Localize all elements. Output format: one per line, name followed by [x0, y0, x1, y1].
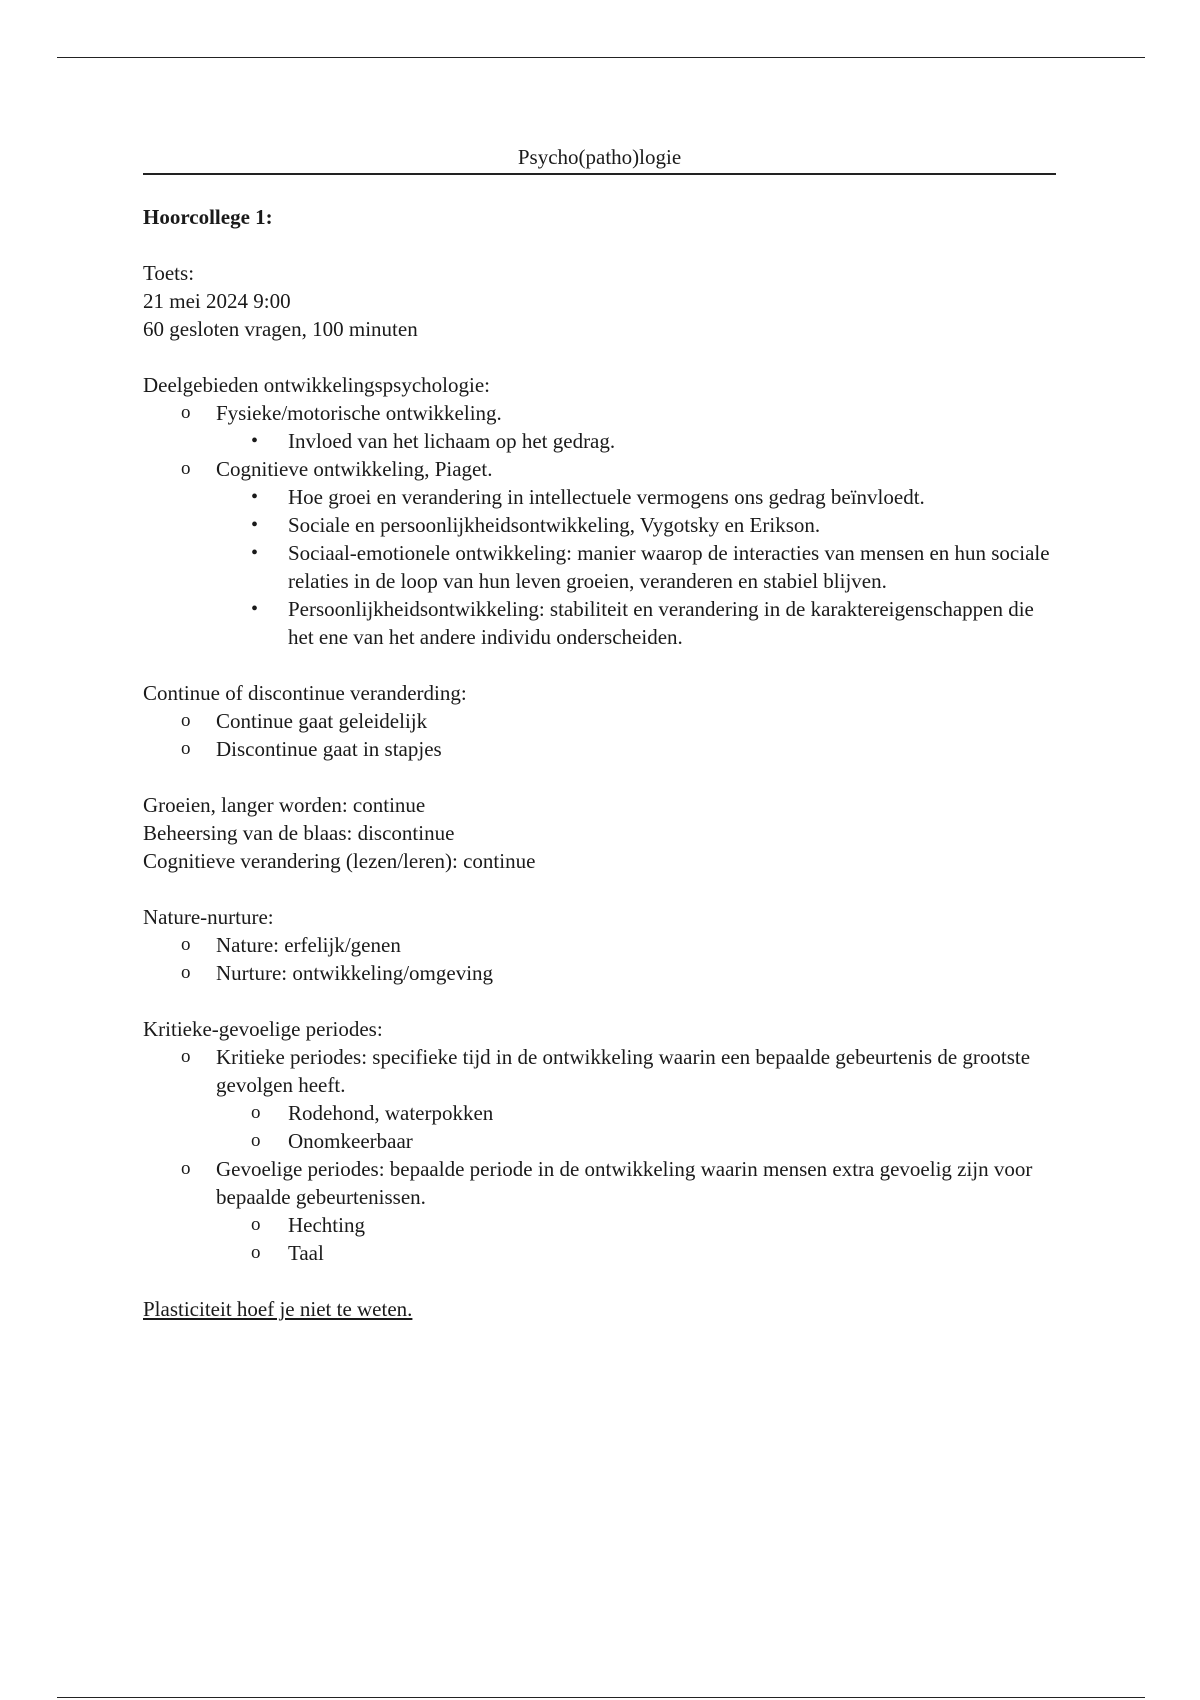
- circle-bullet-icon: o: [251, 1102, 261, 1123]
- plasticity-note: Plasticiteit hoef je niet te weten.: [143, 1297, 413, 1321]
- example-line: Beheersing van de blaas: discontinue: [143, 821, 455, 845]
- list-item: [143, 1155, 1056, 1211]
- list-item: [143, 539, 1056, 595]
- list-item: [143, 455, 1056, 483]
- example-line: Groeien, langer worden: continue: [143, 793, 426, 817]
- circle-bullet-icon: o: [251, 1130, 261, 1151]
- list-item-text: Sociaal-emotionele ontwikkeling: manier waarop de interacties van mensen en hun sociale relaties in de loop van hun leven groeien, veranderen en stabiel blijven.: [288, 541, 1050, 593]
- circle-bullet-icon: o: [181, 402, 191, 423]
- document-body: [143, 203, 1056, 1323]
- list-item-text: Hoe groei en verandering in intellectuele vermogens ons gedrag beïnvloedt.: [288, 485, 925, 509]
- lecture-title: Hoorcollege 1:: [143, 205, 273, 229]
- periods-section: [143, 1015, 1056, 1267]
- exam-section: [143, 259, 1056, 343]
- list-item-text: Fysieke/motorische ontwikkeling.: [216, 401, 502, 425]
- list-item-text: Persoonlijkheidsontwikkeling: stabiliteit en verandering in de karaktereigenschappen die het ene van het andere individu onderscheiden.: [288, 597, 1034, 649]
- bullet-icon: •: [251, 486, 259, 508]
- list-item: [143, 511, 1056, 539]
- continuity-title: Continue of discontinue veranderding:: [143, 681, 467, 705]
- circle-bullet-icon: o: [251, 1242, 261, 1263]
- circle-bullet-icon: o: [251, 1214, 261, 1235]
- bullet-icon: •: [251, 542, 259, 564]
- list-item: [143, 483, 1056, 511]
- examples-section: [143, 791, 1056, 875]
- example-line: Cognitieve verandering (lezen/leren): continue: [143, 849, 536, 873]
- domains-title: Deelgebieden ontwikkelingspsychologie:: [143, 373, 491, 397]
- list-item-text: Kritieke periodes: specifieke tijd in de ontwikkeling waarin een bepaalde gebeurtenis de grootste gevolgen heeft.: [216, 1045, 1031, 1097]
- list-item-text: Onomkeerbaar: [288, 1129, 413, 1153]
- circle-bullet-icon: o: [181, 1046, 191, 1067]
- list-item: [143, 595, 1056, 651]
- circle-bullet-icon: o: [181, 738, 191, 759]
- page-header: [143, 143, 1056, 175]
- header-title: Psycho(patho)logie: [517, 145, 682, 169]
- list-item-text: Cognitieve ontwikkeling, Piaget.: [216, 457, 493, 481]
- list-item: [143, 959, 1056, 987]
- exam-label: Toets:: [143, 261, 195, 285]
- list-item: [143, 1043, 1056, 1099]
- circle-bullet-icon: o: [181, 934, 191, 955]
- circle-bullet-icon: o: [181, 458, 191, 479]
- list-item: [143, 735, 1056, 763]
- list-item-text: Invloed van het lichaam op het gedrag.: [288, 429, 616, 453]
- domains-section: [143, 371, 1056, 651]
- list-item: [143, 1239, 1056, 1267]
- circle-bullet-icon: o: [181, 962, 191, 983]
- page-bottom-rule: [57, 1697, 1145, 1698]
- bullet-icon: •: [251, 430, 259, 452]
- list-item-text: Nature: erfelijk/genen: [216, 933, 401, 957]
- continuity-section: [143, 679, 1056, 763]
- page-top-rule: [57, 57, 1145, 58]
- list-item: [143, 931, 1056, 959]
- list-item-text: Gevoelige periodes: bepaalde periode in de ontwikkeling waarin mensen extra gevoelig zijn voor bepaalde gebeurtenissen.: [216, 1157, 1033, 1209]
- list-item-text: Hechting: [288, 1213, 365, 1237]
- circle-bullet-icon: o: [181, 710, 191, 731]
- list-item-text: Nurture: ontwikkeling/omgeving: [216, 961, 494, 985]
- exam-details: 60 gesloten vragen, 100 minuten: [143, 317, 418, 341]
- list-item: [143, 427, 1056, 455]
- list-item: [143, 1099, 1056, 1127]
- bullet-icon: •: [251, 514, 259, 536]
- nature-nurture-section: [143, 903, 1056, 987]
- list-item: [143, 1127, 1056, 1155]
- list-item-text: Sociale en persoonlijkheidsontwikkeling, Vygotsky en Erikson.: [288, 513, 821, 537]
- list-item-text: Rodehond, waterpokken: [288, 1101, 494, 1125]
- exam-date: 21 mei 2024 9:00: [143, 289, 291, 313]
- nature-nurture-title: Nature-nurture:: [143, 905, 274, 929]
- list-item-text: Continue gaat geleidelijk: [216, 709, 428, 733]
- circle-bullet-icon: o: [181, 1158, 191, 1179]
- list-item-text: Discontinue gaat in stapjes: [216, 737, 442, 761]
- list-item: [143, 399, 1056, 427]
- bullet-icon: •: [251, 598, 259, 620]
- list-item: [143, 707, 1056, 735]
- list-item: [143, 1211, 1056, 1239]
- list-item-text: Taal: [288, 1241, 324, 1265]
- periods-title: Kritieke-gevoelige periodes:: [143, 1017, 383, 1041]
